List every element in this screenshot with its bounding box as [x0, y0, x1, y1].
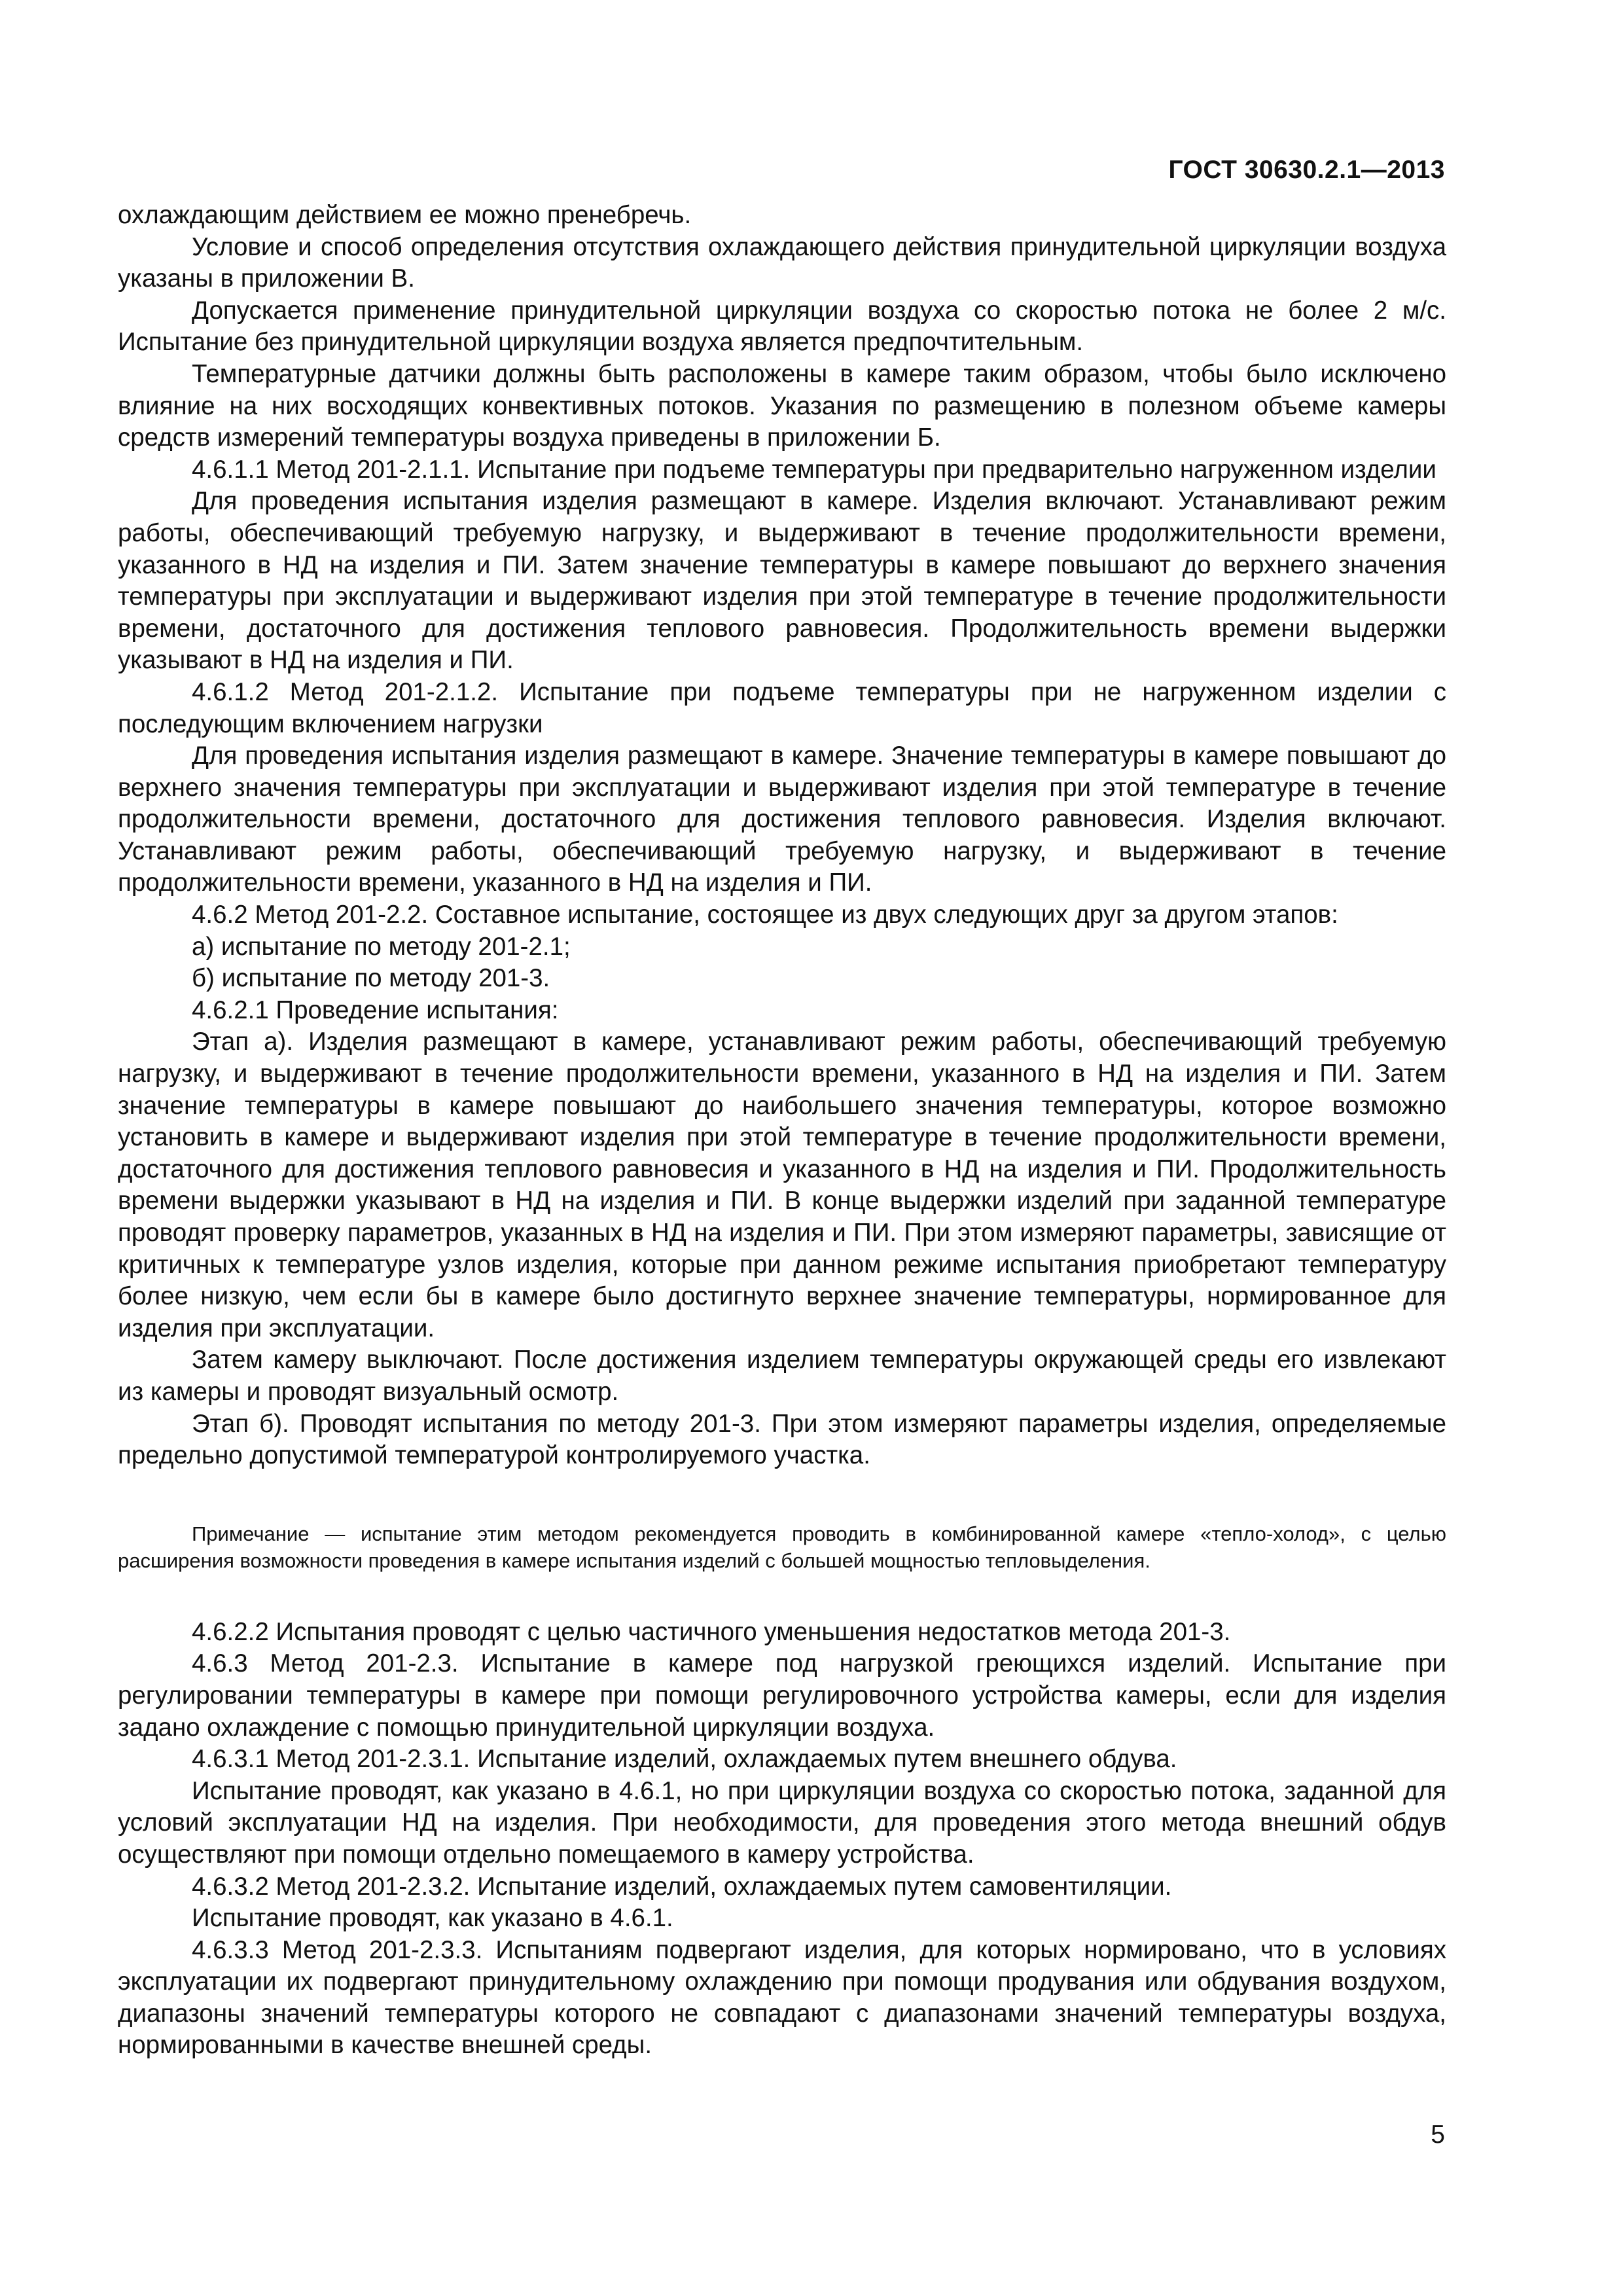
paragraph: Для проведения испытания изделия размещают в камере. Изделия включают. Устанавливают режим работы, обеспечивающий требуемую нагрузку, и выдерживают в течение продолжительности времени, указанного в НД на изделия и ПИ. Затем значение температуры в камере повышают до верхнего значения температуры при эксплуатации и выдерживают изделия при этой температуре в течение продолжительности времени, достаточного для достижения теплового равновесия. Продолжительность времени выдержки указывают в НД на изделия и ПИ. — [118, 487, 1446, 675]
paragraph: охлаждающим действием ее можно пренебречь. — [118, 201, 692, 229]
document-code-header: ГОСТ 30630.2.1—2013 — [1168, 156, 1445, 184]
list-item: а) испытание по методу 201-2.1; — [192, 932, 571, 961]
section-heading-4-6-3-3: 4.6.3.3 Метод 201-2.3.3. Испытаниям подвергают изделия, для которых нормировано, что в условиях эксплуатации их подвергают принудительному охлаждению при помощи продувания или обдувания воздухом, диапазоны значений температуры которого не совпадают с диапазонами значений температуры воздуха, нормированными в качестве внешней среды. — [118, 1935, 1446, 2060]
list-item: б) испытание по методу 201-3. — [192, 964, 550, 993]
paragraph: Этап б). Проводят испытания по методу 201-3. При этом измеряют параметры изделия, определяемые предельно допустимой температурой контролируемого участка. — [118, 1409, 1446, 1470]
paragraph: Испытание проводят, как указано в 4.6.1. — [192, 1904, 673, 1933]
paragraph: Этап а). Изделия размещают в камере, устанавливают режим работы, обеспечивающий требуемую нагрузку, и выдерживают в течение продолжительности времени, указанного в НД на изделия и ПИ. Затем значение температуры в камере повышают до наибольшего значения температуры, которое возможно установить в камере и выдерживают изделия при этой температуре в течение продолжительности времени, достаточного для достижения теплового равновесия и указанного в НД на изделия и ПИ. Продолжительность времени выдержки указывают в НД на изделия и ПИ. В конце выдержки изделий при заданной температуре проводят проверку параметров, указанных в НД на изделия и ПИ. При этом измеряют параметры, зависящие от критичных к температуре узлов изделия, которые при данном режиме испытания приобретают температуру более низкую, чем если бы в камере было достигнуто верхнее значение температуры, нормированное для изделия при эксплуатации. — [118, 1028, 1446, 1342]
paragraph: Испытание проводят, как указано в 4.6.1, но при циркуляции воздуха со скоростью потока, заданной для условий эксплуатации НД на изделия. При необходимости, для проведения этого метода внешний обдув осуществляют при помощи отдельно помещаемого в камеру устройства. — [118, 1776, 1446, 1869]
section-heading-4-6-1-2: 4.6.1.2 Метод 201-2.1.2. Испытание при подъеме температуры при не нагруженном изделии с последующим включением нагрузки — [118, 677, 1446, 738]
section-heading-4-6-1-1: 4.6.1.1 Метод 201-2.1.1. Испытание при подъеме температуры при предварительно нагруженном изделии — [192, 455, 1436, 484]
paragraph: Для проведения испытания изделия размещают в камере. Значение температуры в камере повышают до верхнего значения температуры при эксплуатации и выдерживают изделия при этой температуре в течение продолжительности времени, достаточного для достижения теплового равновесия. Изделия включают. Устанавливают режим работы, обеспечивающий требуемую нагрузку, и выдерживают в течение продолжительности времени, указанного в НД на изделия и ПИ. — [118, 742, 1446, 897]
section-heading-4-6-3-2: 4.6.3.2 Метод 201-2.3.2. Испытание изделий, охлаждаемых путем самовентиляции. — [192, 1872, 1172, 1901]
paragraph: Температурные датчики должны быть расположены в камере таким образом, чтобы было исключено влияние на них восходящих конвективных потоков. Указания по размещению в полезном объеме камеры средств измерений температуры воздуха приведены в приложении Б. — [118, 359, 1446, 452]
paragraph: Затем камеру выключают. После достижения изделием температуры окружающей среды его извлекают из камеры и проводят визуальный осмотр. — [118, 1346, 1446, 1406]
note: Примечание — испытание этим методом рекомендуется проводить в комбинированной камере «тепло-холод», с целью расширения возможности проведения в камере испытания изделий с большей мощностью тепловыделения. — [118, 1522, 1446, 1573]
section-heading-4-6-2-2: 4.6.2.2 Испытания проводят с целью частичного уменьшения недостатков метода 201-3. — [192, 1617, 1231, 1646]
section-heading-4-6-3: 4.6.3 Метод 201-2.3. Испытание в камере под нагрузкой греющихся изделий. Испытание при регулировании температуры в камере при помощи регулировочного устройства камеры, если для изделия задано охлаждение с помощью принудительной циркуляции воздуха. — [118, 1649, 1446, 1742]
section-heading-4-6-3-1: 4.6.3.1 Метод 201-2.3.1. Испытание изделий, охлаждаемых путем внешнего обдува. — [192, 1745, 1177, 1774]
document-body — [118, 200, 1446, 2062]
paragraph: Допускается применение принудительной циркуляции воздуха со скоростью потока не более 2 м/с. Испытание без принудительной циркуляции воздуха является предпочтительным. — [118, 296, 1446, 357]
section-heading-4-6-2-1: 4.6.2.1 Проведение испытания: — [192, 996, 559, 1024]
section-heading-4-6-2: 4.6.2 Метод 201-2.2. Составное испытание, состоящее из двух следующих друг за другом этапов: — [192, 901, 1338, 929]
page-number: 5 — [1431, 2121, 1445, 2149]
paragraph: Условие и способ определения отсутствия охлаждающего действия принудительной циркуляции воздуха указаны в приложении В. — [118, 232, 1446, 293]
